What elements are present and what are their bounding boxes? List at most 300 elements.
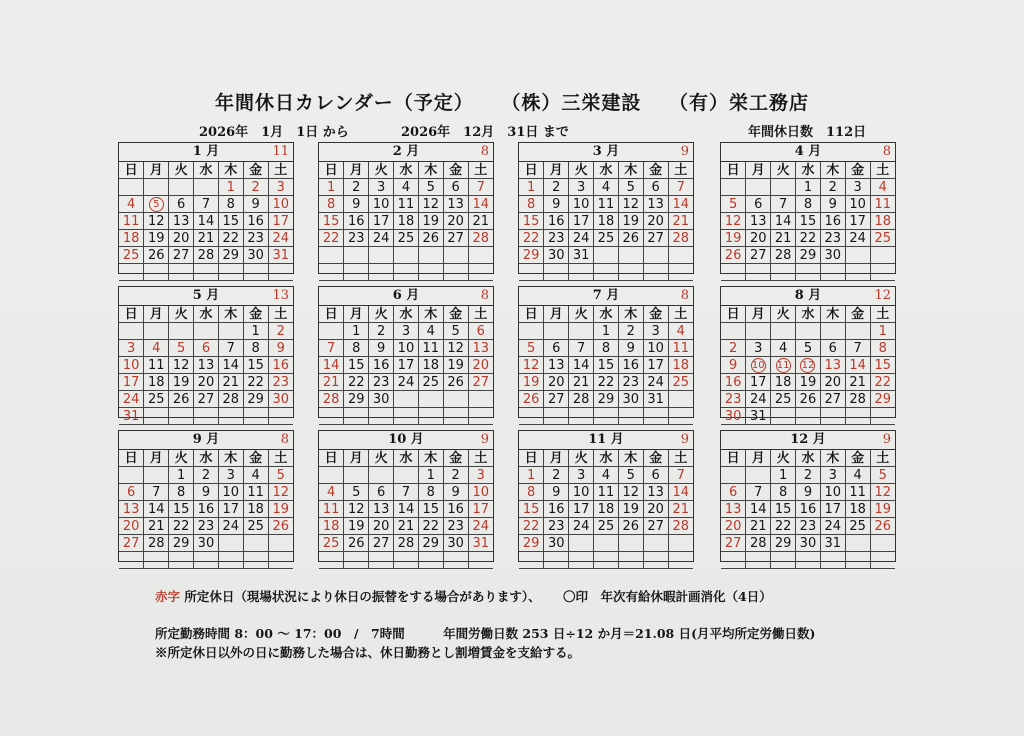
period-to: 2026年 12月 31日 まで (401, 125, 569, 140)
empty-cell (519, 264, 544, 281)
day-cell-holiday: 10 (468, 484, 493, 501)
empty-cell (218, 264, 243, 281)
empty-cell (218, 408, 243, 425)
day-cell: 9 (544, 196, 569, 213)
month-calendar (518, 142, 694, 274)
month-table (519, 162, 693, 281)
day-cell: 19 (144, 230, 169, 247)
day-cell-holiday: 28 (319, 391, 344, 408)
empty-cell (820, 264, 845, 281)
day-cell: 19 (418, 213, 443, 230)
month-table (721, 450, 895, 569)
empty-cell (268, 408, 293, 425)
paid-leave-circle-icon: 12 (801, 360, 815, 371)
empty-cell (746, 467, 771, 484)
week-row (519, 340, 693, 357)
day-cell: 13 (643, 196, 668, 213)
month-table (519, 450, 693, 569)
empty-cell (668, 247, 693, 264)
weekday-header: 木 (618, 450, 643, 467)
week-row (119, 467, 293, 484)
week-row (119, 501, 293, 518)
day-cell: 21 (569, 374, 594, 391)
day-cell-holiday: 7 (319, 340, 344, 357)
month-label: 12 月 (790, 432, 826, 447)
month-table (519, 306, 693, 425)
empty-cell (394, 247, 419, 264)
day-cell-holiday: 4 (668, 323, 693, 340)
day-cell: 10 (820, 484, 845, 501)
empty-cell (169, 179, 194, 196)
day-cell-holiday: 12 (870, 484, 895, 501)
weekday-header: 月 (746, 306, 771, 323)
day-cell-holiday: 19 (870, 501, 895, 518)
month-label: 4 月 (794, 144, 822, 159)
weekday-header: 月 (544, 450, 569, 467)
empty-cell (319, 264, 344, 281)
day-cell: 17 (569, 501, 594, 518)
month-table (721, 306, 895, 425)
weekday-header: 月 (544, 162, 569, 179)
day-cell: 16 (243, 213, 268, 230)
day-cell: 20 (544, 374, 569, 391)
empty-cell (544, 264, 569, 281)
day-cell: 23 (544, 518, 569, 535)
empty-cell (845, 535, 870, 552)
month-holiday-count: 8 (280, 432, 289, 447)
week-row (119, 230, 293, 247)
weekday-header: 金 (243, 450, 268, 467)
day-cell-holiday: 5 (519, 340, 544, 357)
empty-cell (144, 264, 169, 281)
month-calendar (318, 142, 494, 274)
company-sanei: （株）三栄建設 (501, 92, 642, 114)
day-cell-holiday: 22 (870, 374, 895, 391)
day-cell-holiday: 9 (721, 357, 746, 374)
day-cell: 17 (218, 501, 243, 518)
day-cell: 14 (194, 213, 219, 230)
month-calendar (720, 142, 896, 274)
weekday-header: 木 (820, 162, 845, 179)
empty-cell (418, 247, 443, 264)
week-row (519, 501, 693, 518)
day-cell: 15 (594, 357, 619, 374)
empty-cell (820, 552, 845, 569)
week-row (519, 484, 693, 501)
day-cell-holiday: 17 (468, 501, 493, 518)
empty-cell (144, 552, 169, 569)
day-cell: 23 (369, 374, 394, 391)
month-header (519, 143, 693, 162)
day-cell-holiday: 4 (319, 484, 344, 501)
empty-cell (243, 552, 268, 569)
empty-cell (668, 264, 693, 281)
day-cell: 15 (796, 213, 821, 230)
weekday-header: 火 (169, 450, 194, 467)
empty-cell (771, 179, 796, 196)
empty-cell (218, 323, 243, 340)
weekday-header: 水 (796, 162, 821, 179)
weekday-header: 木 (218, 450, 243, 467)
day-cell: 3 (845, 179, 870, 196)
empty-cell (594, 408, 619, 425)
month-calendar (318, 430, 494, 562)
day-cell: 23 (618, 374, 643, 391)
day-cell: 10 (845, 196, 870, 213)
empty-cell (218, 535, 243, 552)
weekday-header: 月 (144, 450, 169, 467)
day-cell: 16 (796, 501, 821, 518)
day-cell: 18 (771, 374, 796, 391)
weekday-header: 日 (519, 162, 544, 179)
week-row (519, 213, 693, 230)
week-row (319, 230, 493, 247)
day-cell: 27 (746, 247, 771, 264)
day-cell-holiday: 31 (119, 408, 144, 425)
day-cell: 6 (369, 484, 394, 501)
day-cell-holiday: 25 (668, 374, 693, 391)
month-label: 9 月 (192, 432, 220, 447)
day-cell: 9 (344, 196, 369, 213)
day-cell: 20 (643, 213, 668, 230)
day-cell: 5 (344, 484, 369, 501)
week-row (721, 247, 895, 264)
day-cell: 14 (394, 501, 419, 518)
weekday-header: 水 (796, 306, 821, 323)
day-cell-holiday: 2 (243, 179, 268, 196)
day-cell-holiday: 2 (721, 340, 746, 357)
day-cell: 8 (796, 196, 821, 213)
empty-cell (746, 323, 771, 340)
day-cell: 9 (796, 484, 821, 501)
empty-cell (194, 552, 219, 569)
week-row (721, 391, 895, 408)
day-cell: 21 (746, 518, 771, 535)
empty-cell (796, 264, 821, 281)
day-cell: 25 (594, 518, 619, 535)
day-cell: 26 (796, 391, 821, 408)
day-cell: 8 (169, 484, 194, 501)
day-cell-holiday: 27 (119, 535, 144, 552)
day-cell: 1 (796, 179, 821, 196)
day-cell: 8 (594, 340, 619, 357)
day-cell: 17 (394, 357, 419, 374)
day-cell-holiday: 20 (119, 518, 144, 535)
weekday-header: 土 (268, 306, 293, 323)
weekday-header: 木 (218, 306, 243, 323)
month-header (119, 431, 293, 450)
day-cell-holiday: 11 (870, 196, 895, 213)
day-cell-holiday: 22 (519, 230, 544, 247)
empty-cell (569, 552, 594, 569)
day-cell: 5 (418, 179, 443, 196)
day-cell-paid-leave (771, 357, 796, 374)
weekday-header: 土 (468, 162, 493, 179)
empty-cell (344, 408, 369, 425)
day-cell: 17 (845, 213, 870, 230)
day-cell: 15 (243, 357, 268, 374)
day-cell: 24 (643, 374, 668, 391)
weekday-header: 火 (771, 450, 796, 467)
month-calendar (518, 430, 694, 562)
day-cell: 6 (443, 179, 468, 196)
day-cell: 2 (344, 179, 369, 196)
month-holiday-count: 12 (874, 288, 891, 303)
day-cell: 5 (618, 467, 643, 484)
week-row (519, 467, 693, 484)
weekday-header: 木 (218, 162, 243, 179)
week-row (721, 535, 895, 552)
day-cell: 25 (771, 391, 796, 408)
day-cell-holiday: 1 (870, 323, 895, 340)
day-cell-holiday: 4 (119, 196, 144, 213)
month-holiday-count: 13 (272, 288, 289, 303)
day-cell: 20 (194, 374, 219, 391)
day-cell: 1 (243, 323, 268, 340)
day-cell: 14 (569, 357, 594, 374)
week-row (319, 196, 493, 213)
day-cell-holiday: 25 (319, 535, 344, 552)
week-row (721, 213, 895, 230)
day-cell-holiday: 1 (319, 179, 344, 196)
month-header (519, 287, 693, 306)
empty-cell (394, 264, 419, 281)
empty-cell (594, 247, 619, 264)
day-cell: 25 (243, 518, 268, 535)
weekday-header: 水 (194, 162, 219, 179)
day-cell: 17 (569, 213, 594, 230)
empty-cell (468, 552, 493, 569)
day-cell: 10 (569, 196, 594, 213)
month-calendar (118, 430, 294, 562)
day-cell: 21 (194, 230, 219, 247)
day-cell: 10 (369, 196, 394, 213)
week-row (721, 230, 895, 247)
month-header (721, 287, 895, 306)
week-row (119, 357, 293, 374)
empty-cell (569, 264, 594, 281)
day-cell: 25 (845, 518, 870, 535)
day-cell-holiday: 31 (268, 247, 293, 264)
weekday-header: 水 (394, 450, 419, 467)
empty-cell (169, 264, 194, 281)
day-cell: 4 (594, 179, 619, 196)
day-cell: 12 (169, 357, 194, 374)
day-cell: 28 (746, 535, 771, 552)
empty-cell (721, 323, 746, 340)
week-row (119, 213, 293, 230)
day-cell: 27 (643, 518, 668, 535)
empty-cell (443, 264, 468, 281)
empty-cell (618, 247, 643, 264)
week-row (519, 264, 693, 281)
day-cell-holiday: 26 (268, 518, 293, 535)
day-cell-holiday: 16 (268, 357, 293, 374)
day-cell: 6 (544, 340, 569, 357)
day-cell: 28 (569, 391, 594, 408)
day-cell: 14 (746, 501, 771, 518)
day-cell: 28 (144, 535, 169, 552)
day-cell: 23 (243, 230, 268, 247)
day-cell: 17 (369, 213, 394, 230)
day-cell: 30 (243, 247, 268, 264)
working-hours: 所定勤務時間 8：00 ～ 17：00 / 7時間 (155, 626, 405, 641)
weekday-header: 土 (268, 450, 293, 467)
day-cell: 29 (218, 247, 243, 264)
day-cell: 2 (618, 323, 643, 340)
empty-cell (243, 264, 268, 281)
month-calendar (720, 430, 896, 562)
day-cell: 22 (169, 518, 194, 535)
empty-cell (820, 323, 845, 340)
empty-cell (319, 467, 344, 484)
day-cell-holiday: 8 (519, 196, 544, 213)
day-cell: 18 (594, 213, 619, 230)
day-cell-holiday: 8 (319, 196, 344, 213)
day-cell-holiday: 11 (668, 340, 693, 357)
empty-cell (344, 552, 369, 569)
day-cell: 20 (169, 230, 194, 247)
weekday-header: 金 (243, 162, 268, 179)
day-cell: 16 (194, 501, 219, 518)
empty-cell (618, 264, 643, 281)
weekday-header: 日 (119, 162, 144, 179)
paid-leave-circle-icon: 10 (751, 360, 765, 371)
day-cell-holiday: 17 (268, 213, 293, 230)
day-cell-holiday: 29 (519, 535, 544, 552)
day-cell: 7 (771, 196, 796, 213)
day-cell: 4 (394, 179, 419, 196)
day-cell-holiday: 15 (519, 213, 544, 230)
day-cell-holiday: 13 (119, 501, 144, 518)
weekday-header: 日 (519, 306, 544, 323)
weekday-header: 火 (369, 450, 394, 467)
weekday-header: 木 (418, 162, 443, 179)
day-cell-holiday: 2 (268, 323, 293, 340)
day-cell-holiday: 13 (820, 357, 845, 374)
day-cell-holiday: 19 (721, 230, 746, 247)
day-cell-holiday: 13 (721, 501, 746, 518)
empty-cell (870, 408, 895, 425)
day-cell: 10 (643, 340, 668, 357)
day-cell: 18 (418, 357, 443, 374)
day-cell-holiday: 16 (721, 374, 746, 391)
day-cell: 10 (218, 484, 243, 501)
month-table (721, 162, 895, 281)
day-cell-holiday: 21 (668, 501, 693, 518)
day-cell-holiday: 30 (268, 391, 293, 408)
day-cell-holiday: 14 (668, 484, 693, 501)
empty-cell (169, 323, 194, 340)
month-holiday-count: 8 (882, 144, 891, 159)
day-cell: 27 (820, 391, 845, 408)
day-cell: 5 (618, 179, 643, 196)
month-header (721, 143, 895, 162)
weekday-header: 金 (845, 162, 870, 179)
week-row (721, 196, 895, 213)
day-cell: 2 (369, 323, 394, 340)
day-cell: 21 (845, 374, 870, 391)
empty-cell (668, 391, 693, 408)
legend-circle-desc: 〇印 年次有給休暇計画消化（4日） (563, 589, 772, 604)
month-holiday-count: 9 (680, 432, 689, 447)
day-cell: 11 (394, 196, 419, 213)
empty-cell (618, 408, 643, 425)
empty-cell (319, 247, 344, 264)
day-cell-holiday: 28 (668, 230, 693, 247)
week-row (319, 374, 493, 391)
empty-cell (569, 535, 594, 552)
document-title (0, 88, 1024, 115)
week-row (519, 323, 693, 340)
day-cell: 15 (418, 501, 443, 518)
day-cell: 8 (418, 484, 443, 501)
day-cell: 28 (394, 535, 419, 552)
day-cell-holiday: 24 (119, 391, 144, 408)
day-cell: 24 (569, 230, 594, 247)
empty-cell (544, 323, 569, 340)
day-cell: 28 (194, 247, 219, 264)
day-cell: 20 (369, 518, 394, 535)
day-cell: 31 (820, 535, 845, 552)
day-cell: 15 (218, 213, 243, 230)
week-row (721, 467, 895, 484)
day-cell-holiday: 3 (468, 467, 493, 484)
day-cell: 30 (796, 535, 821, 552)
empty-cell (519, 323, 544, 340)
weekday-header: 木 (618, 306, 643, 323)
day-cell-holiday: 5 (268, 467, 293, 484)
week-row (721, 408, 895, 425)
day-cell: 18 (845, 501, 870, 518)
day-cell: 18 (394, 213, 419, 230)
month-label: 7 月 (592, 288, 620, 303)
empty-cell (243, 535, 268, 552)
week-row (519, 230, 693, 247)
day-cell: 21 (218, 374, 243, 391)
week-row (319, 323, 493, 340)
weekday-header: 土 (668, 306, 693, 323)
day-cell: 20 (643, 501, 668, 518)
empty-cell (643, 552, 668, 569)
weekday-header: 水 (796, 450, 821, 467)
day-cell: 15 (169, 501, 194, 518)
empty-cell (268, 552, 293, 569)
day-cell-paid-leave (144, 196, 169, 213)
month-header (119, 287, 293, 306)
empty-cell (845, 264, 870, 281)
day-cell: 13 (443, 196, 468, 213)
empty-cell (870, 247, 895, 264)
day-cell: 29 (418, 535, 443, 552)
day-cell: 2 (443, 467, 468, 484)
empty-cell (394, 467, 419, 484)
empty-cell (796, 323, 821, 340)
day-cell-holiday: 3 (268, 179, 293, 196)
month-holiday-count: 9 (680, 144, 689, 159)
day-cell: 29 (243, 391, 268, 408)
weekday-header: 水 (594, 450, 619, 467)
day-cell-holiday: 23 (721, 391, 746, 408)
month-header (119, 143, 293, 162)
day-cell: 7 (218, 340, 243, 357)
empty-cell (544, 408, 569, 425)
empty-cell (319, 552, 344, 569)
day-cell: 13 (369, 501, 394, 518)
empty-cell (870, 264, 895, 281)
day-cell: 8 (771, 484, 796, 501)
empty-cell (169, 552, 194, 569)
